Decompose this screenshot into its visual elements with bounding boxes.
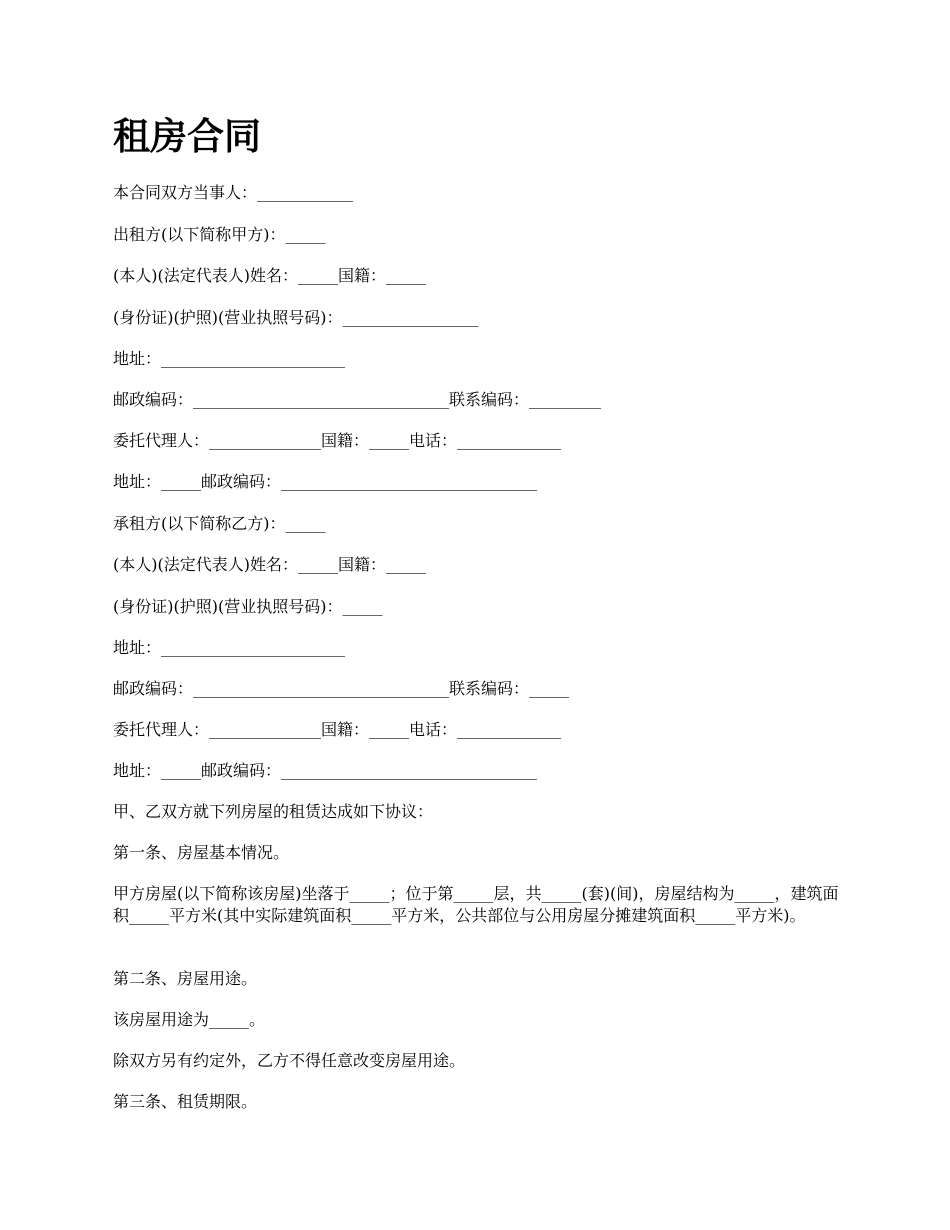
paragraph-parties: 本合同双方当事人：____________ — [113, 183, 354, 202]
paragraph-agreement-intro: 甲、乙双方就下列房屋的租赁达成如下协议： — [113, 802, 434, 821]
paragraph-lessee-address: 地址：_______________________ — [113, 638, 346, 657]
article-1-heading: 第一条、房屋基本情况。 — [113, 843, 290, 862]
article-2-restriction: 除双方另有约定外，乙方不得任意改变房屋用途。 — [113, 1051, 466, 1070]
article-3-heading: 第三条、租赁期限。 — [113, 1092, 258, 1111]
paragraph-lessor-agent: 委托代理人：______________国籍：_____电话：_____________ — [113, 431, 562, 450]
paragraph-lessor: 出租方(以下简称甲方)：_____ — [113, 225, 326, 244]
paragraph-lessor-id: (身份证)(护照)(营业执照号码)：_________________ — [113, 308, 479, 327]
paragraph-lessor-name: (本人)(法定代表人)姓名：_____国籍：_____ — [113, 266, 426, 285]
paragraph-lessee: 承租方(以下简称乙方)：_____ — [113, 514, 326, 533]
paragraph-lessee-id: (身份证)(护照)(营业执照号码)：_____ — [113, 597, 383, 616]
document-title: 租房合同 — [113, 114, 261, 158]
paragraph-lessor-address: 地址：_______________________ — [113, 349, 346, 368]
paragraph-lessee-agent-address: 地址：_____邮政编码：________________________________ — [113, 761, 538, 780]
article-2-body: 该房屋用途为_____。 — [113, 1010, 266, 1029]
paragraph-lessee-agent: 委托代理人：______________国籍：_____电话：_____________ — [113, 720, 562, 739]
paragraph-lessee-postcode: 邮政编码：________________________________联系编码：_____ — [113, 679, 570, 698]
paragraph-lessor-postcode: 邮政编码：________________________________联系编码：_________ — [113, 390, 602, 409]
paragraph-lessee-name: (本人)(法定代表人)姓名：_____国籍：_____ — [113, 555, 426, 574]
paragraph-lessor-agent-address: 地址：_____邮政编码：________________________________ — [113, 472, 538, 491]
article-1-body: 甲方房屋(以下简称该房屋)坐落于_____；位于第_____层，共_____(套)(间)，房屋结构为_____，建筑面积_____平方米(其中实际建筑面积_____平方米，公共部位与公用房屋分摊建筑面积_____平方米)。 — [113, 884, 839, 925]
article-2-heading: 第二条、房屋用途。 — [113, 969, 258, 988]
